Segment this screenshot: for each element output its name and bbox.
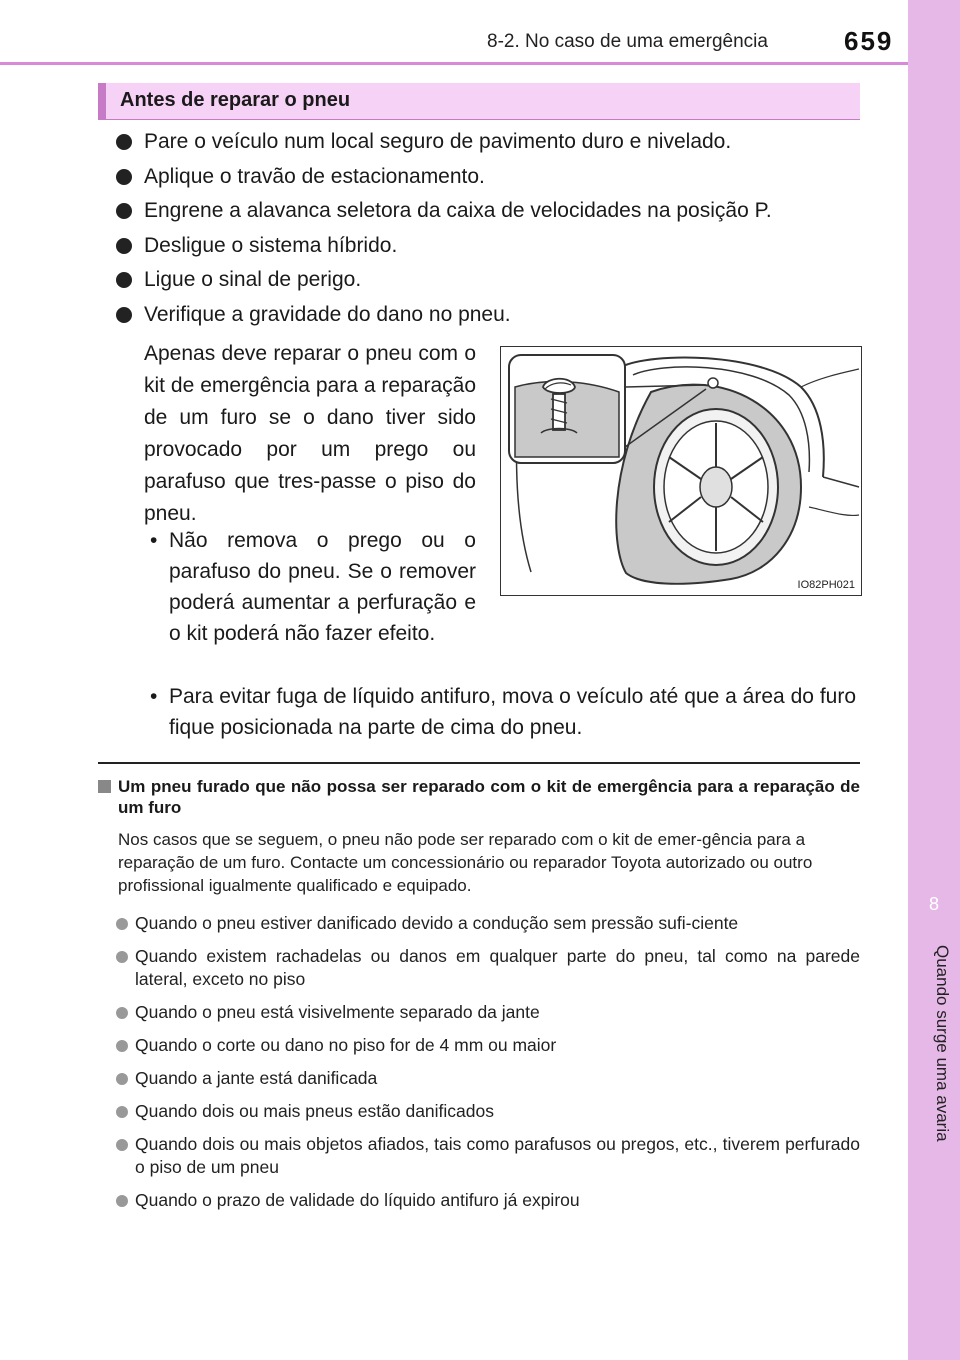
sub-bullet-text: Não remova o prego ou o parafuso do pneu. Se o remover poderá aumentar a perfuração e o kit poderá não fazer efeito. [169,529,476,645]
bullet-dot-icon [116,1007,128,1019]
page-number: 659 [844,26,894,56]
list-item-text: Ligue o sinal de perigo. [144,268,362,291]
section-divider [98,762,860,764]
list-item-text: Quando o pneu estiver danificado devido a condução sem pressão sufi-ciente [135,913,739,933]
bullet-dot-icon [116,1040,128,1052]
section-square-icon [98,780,111,793]
list-item-text: Quando dois ou mais pneus estão danificados [135,1101,494,1121]
sub-bullet-text: Para evitar fuga de líquido antifuro, mova o veículo até que a área do furo fique posicionada na parte de cima do pneu. [169,685,856,739]
list-item [116,197,876,232]
bullet-dot-icon [116,203,132,219]
list-item-text: Quando dois ou mais objetos afiados, tais como parafusos ou pregos, etc., tiverem perfurado o piso de um pneu [135,1134,860,1177]
list-item [116,1001,860,1024]
note-heading-text: Um pneu furado que não possa ser reparado com o kit de emergência para a reparação de um furo [118,777,860,817]
bullet-dot-icon [116,238,132,254]
list-item-text: Quando a jante está danificada [135,1068,378,1088]
note-body: Nos casos que se seguem, o pneu não pode ser reparado com o kit de emer-gência para a reparação de um furo. Contacte um concessionário ou reparador Toyota autorizado ou outro profissional igualmente qualificado e equipado. [118,830,813,895]
list-item-text: Aplique o travão de estacionamento. [144,164,485,188]
list-item-text: Quando o prazo de validade do líquido antifuro já expirou [135,1190,580,1210]
list-item [116,945,860,991]
list-item [116,163,876,198]
bullet-dot-icon [116,272,132,288]
list-item [116,232,876,267]
list-item-text: Pare o veículo num local seguro de pavimento duro e nivelado. [144,130,732,153]
section-heading [98,83,860,119]
list-item [116,1133,860,1179]
list-item [116,1067,860,1090]
list-item [116,912,860,935]
list-item-text: Desligue o sistema híbrido. [144,233,398,257]
bullet-dot-icon [116,307,132,323]
list-item-text: Verifique a gravidade do dano no pneu. [144,302,511,326]
list-item [116,266,876,301]
bullet-dot-icon [116,1195,128,1207]
list-item-text: Quando existem rachadelas ou danos em qualquer parte do pneu, tal como na parede lateral, exceto no piso [135,946,860,989]
list-item [116,1100,860,1123]
unrepairable-cases-list [116,912,860,1222]
chapter-label: Quando surge uma avaria [933,945,952,1142]
list-item-text: Quando o corte ou dano no piso for de 4 mm ou maior [135,1035,557,1055]
bullet-dot-icon [116,169,132,185]
sub-bullet-marker: • [150,685,158,708]
sub-bullet-remove-nail [144,525,476,649]
heading-underline [98,119,860,120]
precaution-list [116,128,876,335]
chapter-side-tab [908,0,960,1360]
chapter-number: 8 [928,894,939,914]
header-section-title: 8-2. No caso de uma emergência [487,31,768,52]
list-item-text: Engrene a alavanca seletora da caixa de velocidades na posição P. [144,199,772,222]
bullet-dot-icon [116,918,128,930]
bullet-dot-icon [116,1106,128,1118]
list-item [116,1189,860,1212]
section-heading-text: Antes de reparar o pneu [120,89,351,111]
list-item [116,1034,860,1057]
bullet-dot-icon [116,1139,128,1151]
sub-bullet-marker: • [150,529,158,552]
sub-bullet-move-vehicle [144,681,856,743]
list-item-text: Quando o pneu está visivelmente separado da jante [135,1002,540,1022]
bullet-dot-icon [116,951,128,963]
list-item [116,301,876,336]
note-heading [98,776,860,818]
tire-illustration [501,347,861,595]
figure-code: IO82PH021 [797,579,855,591]
bullet-dot-icon [116,1073,128,1085]
header-rule [0,62,908,65]
punctured-tire-figure [500,346,862,596]
bullet-dot-icon [116,134,132,150]
damage-paragraph: Apenas deve reparar o pneu com o kit de emergência para a reparação de um furo se o dano tiver sido provocado por um prego ou parafuso que tres-passe o piso do pneu. [144,342,476,525]
list-item [116,128,876,163]
